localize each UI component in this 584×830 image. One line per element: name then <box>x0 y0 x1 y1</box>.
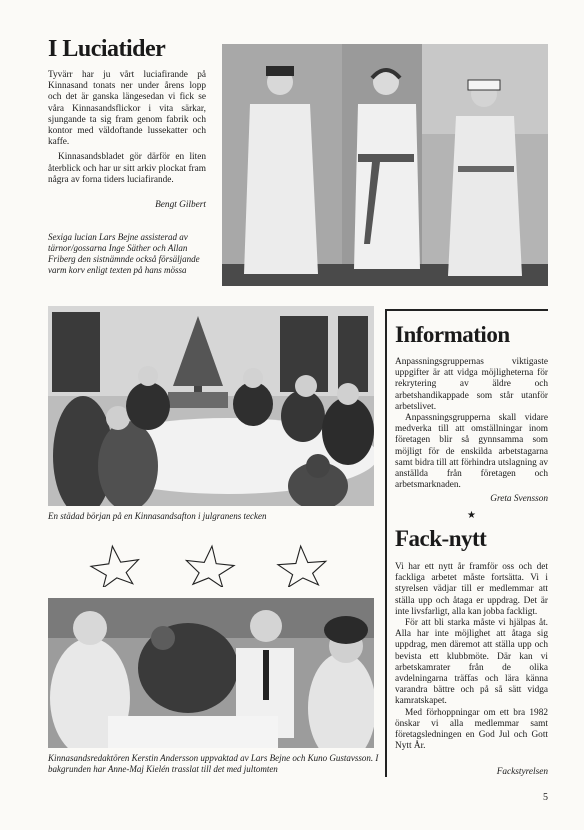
facknytt-body <box>395 562 548 752</box>
facknytt-paragraph-1: Vi har ett nytt år framför oss och det fackliga arbetet måste fortsätta. Vi i styrelsen vädjar till er medlemmar att ställa upp och åtaga er uppdrag. Det är inte livsfarligt, alla kan jobba fackligt. <box>395 562 548 617</box>
luciatider-signature: Bengt Gilbert <box>155 200 206 210</box>
column-divider-horizontal <box>385 309 548 311</box>
facknytt-paragraph-2: För att bli starka måste vi hjälpas åt. Alla har inte möjlighet att åtaga sig uppdrag, men däremot att ställa upp och bevista ett klubbmöte. Där kan vi arbetskamrater från de olika avdelningarna träffas och lära känna varandra bättre och på så sätt vidga kamratskapet. <box>395 618 548 707</box>
christmas-photo-caption: En städad början på en Kinnasandsafton i julgranens tecken <box>48 511 267 521</box>
christmas-party-photo <box>48 306 374 506</box>
information-body <box>395 357 548 491</box>
editor-photo-caption: Kinnasandsredaktören Kerstin Andersson uppvaktad av Lars Bejne och Kuno Gustavsson. I bakgrunden har Anne-Maj Kielén trasslat till det med jultomten <box>48 753 379 774</box>
editor-celebration-photo <box>48 598 374 748</box>
section-separator-star-icon: ★ <box>467 510 476 521</box>
lucia-photo <box>222 44 548 286</box>
page-number: 5 <box>543 792 548 803</box>
decorative-stars <box>88 543 338 587</box>
facknytt-signature: Fackstyrelsen <box>496 767 548 777</box>
column-divider-vertical <box>385 309 387 777</box>
facknytt-paragraph-3: Med förhoppningar om ett bra 1982 önskar vi alla medlemmar samt företagsledningen en God Jul och Gott Nytt År. <box>395 707 548 752</box>
luciatider-paragraph-2: Kinnasandsbladet gör därför en liten återblick och har ur sitt arkiv plockat fram några av forna tiders luciafirande. <box>48 152 206 185</box>
information-title: Information <box>395 322 510 347</box>
luciatider-paragraph-1: Tyvärr har ju vårt luciafirande på Kinnasand tonats ner under årens lopp och det är ganska längesedan vi fick se våra Kinnasandsflickor i vita särkar, sjungande ta sig fram genom fabrik och kontor med väldoftande lussekatter och kaffe. <box>48 70 206 148</box>
lucia-photo-caption: Sexiga lucian Lars Bejne assisterad av tärnor/gossarna Inge Säther och Allan Friberg den sistnämnde också försäljande varm korv enligt texten på hans mössa <box>48 232 200 275</box>
star-icon <box>89 543 142 587</box>
star-icon <box>277 544 328 587</box>
facknytt-title: Fack-nytt <box>395 526 487 551</box>
star-icon <box>184 544 236 587</box>
information-paragraph-2: Anpassningsgrupperna skall vidare medverka till att omställningar inom företagen blir så gynnsamma som möjligt för de enskilda arbetstagarna samt bidra till att förhindra utslagning av anställda från företagen och arbetsmarknaden. <box>395 413 548 491</box>
information-signature: Greta Svensson <box>490 494 548 504</box>
information-paragraph-1: Anpassningsgruppernas viktigaste uppgifter är att vidga möjligheterna för rekrytering av äldre och arbetshandikappade som står utanför arbetslivet. <box>395 357 548 412</box>
luciatider-body <box>48 70 206 186</box>
luciatider-title: I Luciatider <box>48 36 166 62</box>
